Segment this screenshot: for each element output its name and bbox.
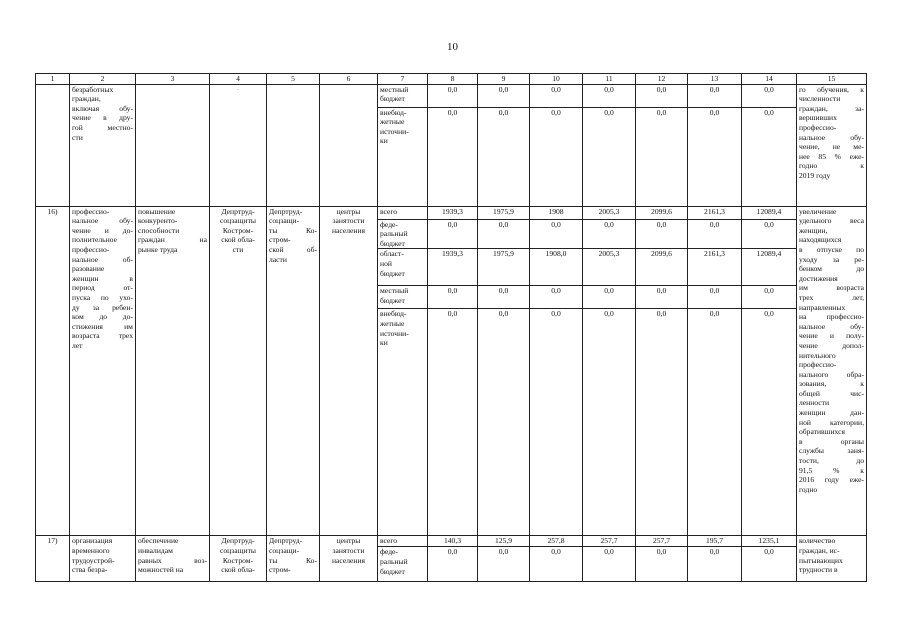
- value-cell: 0,0: [636, 309, 688, 536]
- cell-line: источни-: [380, 126, 409, 136]
- cell-line: сти: [72, 132, 83, 142]
- executor-cell: [210, 536, 267, 582]
- value-cell: 0,0: [636, 547, 688, 582]
- column-number-header: 5: [267, 74, 320, 85]
- cell-line: ду за ребен-: [72, 302, 133, 312]
- value-cell: 0,0: [428, 309, 478, 536]
- table-row: [36, 84, 867, 107]
- cell-line: чение и полу-: [799, 331, 864, 341]
- value-cell: 0,0: [428, 286, 478, 309]
- cell-line: жетные: [380, 318, 405, 328]
- cell-line: повышение: [138, 206, 176, 216]
- cell-line: обеспечение: [138, 536, 179, 546]
- value-cell: 0,0: [636, 84, 688, 107]
- cell-line: феде-: [380, 219, 398, 229]
- cell-line: граждан, за-: [799, 103, 864, 113]
- cell-line: 2019 году: [799, 170, 831, 180]
- cell-line: в отпуске по: [799, 244, 864, 254]
- value-cell: 257,7: [636, 536, 688, 547]
- page-number: 10: [447, 41, 458, 53]
- participant-cell: [320, 536, 378, 582]
- value-cell: 0,0: [428, 219, 478, 249]
- cell-line: ской об-: [269, 244, 317, 254]
- cell-line: численности: [799, 94, 841, 104]
- funding-source-cell: [378, 536, 428, 547]
- funding-source-cell: [378, 547, 428, 582]
- cell-line: нальное обу-: [799, 321, 864, 331]
- value-cell: 0,0: [742, 107, 797, 206]
- cell-line: Костром-: [222, 225, 254, 235]
- cell-line: ральный: [380, 229, 408, 239]
- value-cell: 0,0: [636, 107, 688, 206]
- column-number-header: 15: [797, 74, 867, 85]
- coexecutor-cell: [267, 206, 320, 536]
- value-cell: 1975,9: [478, 249, 530, 286]
- task-cell: [136, 206, 210, 536]
- cell-line: чение и до-: [72, 225, 133, 235]
- cell-line: ты Ко-: [269, 225, 317, 235]
- value-cell: 0,0: [688, 219, 742, 249]
- cell-line: рынке труда: [138, 244, 178, 254]
- cell-line: службы заня-: [799, 446, 864, 456]
- funding-source-cell: [378, 309, 428, 536]
- value-cell: 0,0: [428, 107, 478, 206]
- cell-line: Депртруд-: [221, 206, 255, 216]
- cell-line: направленных: [799, 302, 846, 312]
- value-cell: 2005,3: [583, 249, 636, 286]
- cell-line: граждан на: [138, 235, 207, 245]
- value-cell: 12089,4: [742, 206, 797, 219]
- value-cell: 125,9: [478, 536, 530, 547]
- column-number-header: 9: [478, 74, 530, 85]
- cell-line: нительного: [799, 350, 836, 360]
- cell-line: находящихся: [799, 235, 842, 245]
- cell-line: нее 85 % еже-: [799, 151, 864, 161]
- value-cell: 140,3: [428, 536, 478, 547]
- value-cell: 0,0: [688, 107, 742, 206]
- coexecutor-cell: [267, 536, 320, 582]
- cell-line: 2016 году еже-: [799, 475, 864, 485]
- cell-line: профессио-: [799, 360, 837, 370]
- cell-line: трех лет,: [799, 292, 864, 302]
- cell-line: пуска по ухо-: [72, 292, 133, 302]
- indicator-cell: [797, 536, 867, 582]
- funding-source-cell: [378, 206, 428, 219]
- value-cell: 0,0: [530, 107, 583, 206]
- value-cell: 0,0: [583, 84, 636, 107]
- cell-line: ленности: [799, 398, 830, 408]
- cell-line: ком до до-: [72, 312, 133, 322]
- cell-line: Депртруд-: [269, 206, 303, 216]
- cell-line: трудности в: [799, 565, 838, 575]
- value-cell: 0,0: [583, 547, 636, 582]
- value-cell: 0,0: [636, 286, 688, 309]
- value-cell: 0,0: [530, 84, 583, 107]
- cell-line: сти: [232, 244, 244, 254]
- cell-line: женщин дан-: [799, 408, 864, 418]
- cell-line: Депртруд-: [269, 536, 303, 546]
- cell-line: вершивших: [799, 113, 837, 123]
- cell-line: уходу за ре-: [799, 254, 864, 264]
- value-cell: 1235,1: [742, 536, 797, 547]
- cell-line: центры: [336, 206, 361, 216]
- cell-line: 91,5 % к: [799, 465, 864, 475]
- cell-line: чение в дру-: [72, 113, 133, 123]
- value-cell: 257,7: [583, 536, 636, 547]
- value-cell: 0,0: [742, 219, 797, 249]
- column-number-header: 14: [742, 74, 797, 85]
- cell-line: равных воз-: [138, 555, 207, 565]
- cell-line: граждан, ис-: [799, 545, 840, 555]
- value-cell: 1975,9: [478, 206, 530, 219]
- cell-line: населения: [331, 225, 366, 235]
- column-number-header: 4: [210, 74, 267, 85]
- value-cell: 0,0: [478, 107, 530, 206]
- value-cell: 2161,3: [688, 206, 742, 219]
- cell-line: ства безра-: [72, 565, 108, 575]
- column-number-header: 10: [530, 74, 583, 85]
- cell-line: бюджет: [380, 268, 405, 278]
- coexecutor-cell: [267, 84, 320, 206]
- cell-line: временного: [72, 545, 110, 555]
- participant-cell: [320, 206, 378, 536]
- cell-line: всего: [380, 206, 398, 216]
- cell-line: соцзащи-: [269, 545, 300, 555]
- value-cell: 1908,0: [530, 249, 583, 286]
- activity-name-cell: [70, 536, 136, 582]
- cell-line: полнительное: [72, 235, 117, 245]
- cell-line: бюджет: [380, 94, 405, 104]
- indicator-cell: [797, 84, 867, 206]
- cell-line: занятости: [332, 216, 365, 226]
- column-number-header: 8: [428, 74, 478, 85]
- cell-line: женщин,: [799, 225, 828, 235]
- cell-line: граждан,: [72, 94, 101, 104]
- value-cell: 0,0: [530, 219, 583, 249]
- cell-line: ной: [380, 258, 392, 268]
- executor-cell: [210, 84, 267, 206]
- value-cell: 0,0: [583, 309, 636, 536]
- table-body: [36, 74, 867, 582]
- value-cell: 12089,4: [742, 249, 797, 286]
- cell-line: на профессио-: [799, 312, 864, 322]
- cell-line: соцзащи-: [269, 216, 300, 226]
- cell-line: чение, не ме-: [799, 142, 864, 152]
- cell-line: ласти: [269, 254, 287, 264]
- value-cell: 0,0: [478, 309, 530, 536]
- cell-line: нальное обу-: [799, 132, 864, 142]
- activity-name-cell: [70, 206, 136, 536]
- cell-line: годно к: [799, 161, 864, 171]
- funding-source-cell: [378, 219, 428, 249]
- value-cell: 0,0: [478, 547, 530, 582]
- value-cell: 2005,3: [583, 206, 636, 219]
- cell-line: зования, к: [799, 379, 864, 389]
- cell-line: внебюд-: [380, 309, 407, 319]
- value-cell: 0,0: [530, 547, 583, 582]
- cell-line: разование: [72, 264, 105, 274]
- cell-line: ской обла-: [221, 235, 255, 245]
- cell-line: гой местно-: [72, 122, 133, 132]
- cell-line: ральный: [380, 556, 408, 566]
- cell-line: внебюд-: [380, 107, 407, 117]
- cell-line: ки: [380, 338, 388, 348]
- value-cell: 0,0: [742, 547, 797, 582]
- value-cell: 257,8: [530, 536, 583, 547]
- column-number-header: 3: [136, 74, 210, 85]
- cell-line: лет: [72, 340, 83, 350]
- funding-source-cell: [378, 249, 428, 286]
- cell-line: профессио-: [72, 206, 110, 216]
- cell-line: организация: [72, 536, 113, 546]
- participant-cell: [320, 84, 378, 206]
- cell-line: женщин в: [72, 273, 133, 283]
- value-cell: 0,0: [583, 219, 636, 249]
- row-number-cell: [36, 84, 70, 206]
- cell-line: населения: [331, 555, 366, 565]
- cell-line: местный: [380, 84, 409, 94]
- value-cell: 195,7: [688, 536, 742, 547]
- mark: ·: [236, 84, 240, 94]
- table-row: [36, 206, 867, 219]
- cell-line: годно: [799, 484, 818, 494]
- value-cell: 0,0: [428, 84, 478, 107]
- cell-line: ки: [380, 136, 388, 146]
- column-number-header: 11: [583, 74, 636, 85]
- value-cell: 1908: [530, 206, 583, 219]
- cell-line: увеличение: [799, 206, 837, 216]
- cell-line: занятости: [332, 545, 365, 555]
- column-number-header: 13: [688, 74, 742, 85]
- value-cell: 0,0: [478, 219, 530, 249]
- cell-line: способности: [138, 225, 180, 235]
- task-cell: [136, 84, 210, 206]
- value-cell: 0,0: [636, 219, 688, 249]
- cell-line: трудоустрой-: [72, 555, 115, 565]
- value-cell: 2161,3: [688, 249, 742, 286]
- funding-source-cell: [378, 84, 428, 107]
- cell-line: ты Ко-: [269, 555, 317, 565]
- cell-line: соцзащиты: [219, 216, 257, 226]
- value-cell: 0,0: [688, 547, 742, 582]
- column-number-header: 6: [320, 74, 378, 85]
- cell-line: период от-: [72, 283, 133, 293]
- cell-line: феде-: [380, 547, 398, 557]
- cell-line: удельного веса: [799, 216, 864, 226]
- value-cell: 0,0: [478, 286, 530, 309]
- cell-line: профессио-: [799, 122, 837, 132]
- table-row: [36, 536, 867, 547]
- row-number-cell: [36, 536, 70, 582]
- value-cell: 0,0: [688, 84, 742, 107]
- cell-line: ной категории,: [799, 417, 864, 427]
- header-row: [36, 74, 867, 85]
- cell-line: нальное обу-: [72, 216, 133, 226]
- column-number-header: 7: [378, 74, 428, 85]
- cell-line: Депртруд-: [221, 536, 255, 546]
- value-cell: 0,0: [688, 309, 742, 536]
- cell-line: пытывающих: [799, 555, 843, 565]
- cell-line: включая обу-: [72, 103, 133, 113]
- cell-line: стижения им: [72, 321, 133, 331]
- value-cell: 2099,6: [636, 206, 688, 219]
- cell-line: источни-: [380, 328, 409, 338]
- cell-line: 17): [47, 536, 58, 546]
- cell-line: бюджет: [380, 295, 405, 305]
- cell-line: чение допол-: [799, 340, 864, 350]
- value-cell: 0,0: [428, 547, 478, 582]
- cell-line: профессио-: [72, 244, 110, 254]
- cell-line: инвалидам: [138, 545, 173, 555]
- value-cell: 1939,3: [428, 206, 478, 219]
- cell-line: стром-: [269, 235, 291, 245]
- cell-line: бюджет: [380, 566, 405, 576]
- value-cell: 0,0: [530, 309, 583, 536]
- cell-line: можностей на: [138, 565, 184, 575]
- cell-line: конкуренто-: [138, 216, 178, 226]
- cell-line: тости, до: [799, 456, 864, 466]
- cell-line: Костром-: [222, 555, 254, 565]
- cell-line: 16): [47, 206, 58, 216]
- indicator-cell: [797, 206, 867, 536]
- value-cell: 0,0: [583, 286, 636, 309]
- cell-line: бюджет: [380, 238, 405, 248]
- cell-line: общей чис-: [799, 388, 864, 398]
- cell-line: безработных: [72, 84, 114, 94]
- cell-line: област-: [380, 249, 404, 259]
- value-cell: 0,0: [688, 286, 742, 309]
- program-table: [35, 73, 867, 582]
- value-cell: 0,0: [478, 84, 530, 107]
- column-number-header: 1: [36, 74, 70, 85]
- cell-line: всего: [380, 536, 398, 546]
- cell-line: бенком до: [799, 264, 864, 274]
- column-number-header: 12: [636, 74, 688, 85]
- value-cell: 2099,6: [636, 249, 688, 286]
- cell-line: го обучения, к: [799, 84, 864, 94]
- value-cell: 0,0: [742, 309, 797, 536]
- cell-line: ской обла-: [221, 565, 255, 575]
- value-cell: 0,0: [742, 84, 797, 107]
- column-number-header: 2: [70, 74, 136, 85]
- value-cell: 0,0: [583, 107, 636, 206]
- row-number-cell: [36, 206, 70, 536]
- cell-line: возраста трех: [72, 331, 133, 341]
- task-cell: [136, 536, 210, 582]
- cell-line: им возраста: [799, 283, 864, 293]
- cell-line: достижения: [799, 273, 838, 283]
- cell-line: соцзащиты: [219, 545, 257, 555]
- cell-line: нальное об-: [72, 254, 133, 264]
- cell-line: местный: [380, 286, 409, 296]
- cell-line: обратившихся: [799, 427, 845, 437]
- funding-source-cell: [378, 107, 428, 206]
- value-cell: 0,0: [742, 286, 797, 309]
- executor-cell: [210, 206, 267, 536]
- funding-source-cell: [378, 286, 428, 309]
- cell-line: центры: [336, 536, 361, 546]
- value-cell: 1939,3: [428, 249, 478, 286]
- activity-name-cell: [70, 84, 136, 206]
- cell-line: жетные: [380, 117, 405, 127]
- cell-line: в органы: [799, 436, 864, 446]
- value-cell: 0,0: [530, 286, 583, 309]
- cell-line: стром-: [269, 565, 291, 575]
- cell-line: нального обра-: [799, 369, 864, 379]
- cell-line: количество: [799, 536, 836, 546]
